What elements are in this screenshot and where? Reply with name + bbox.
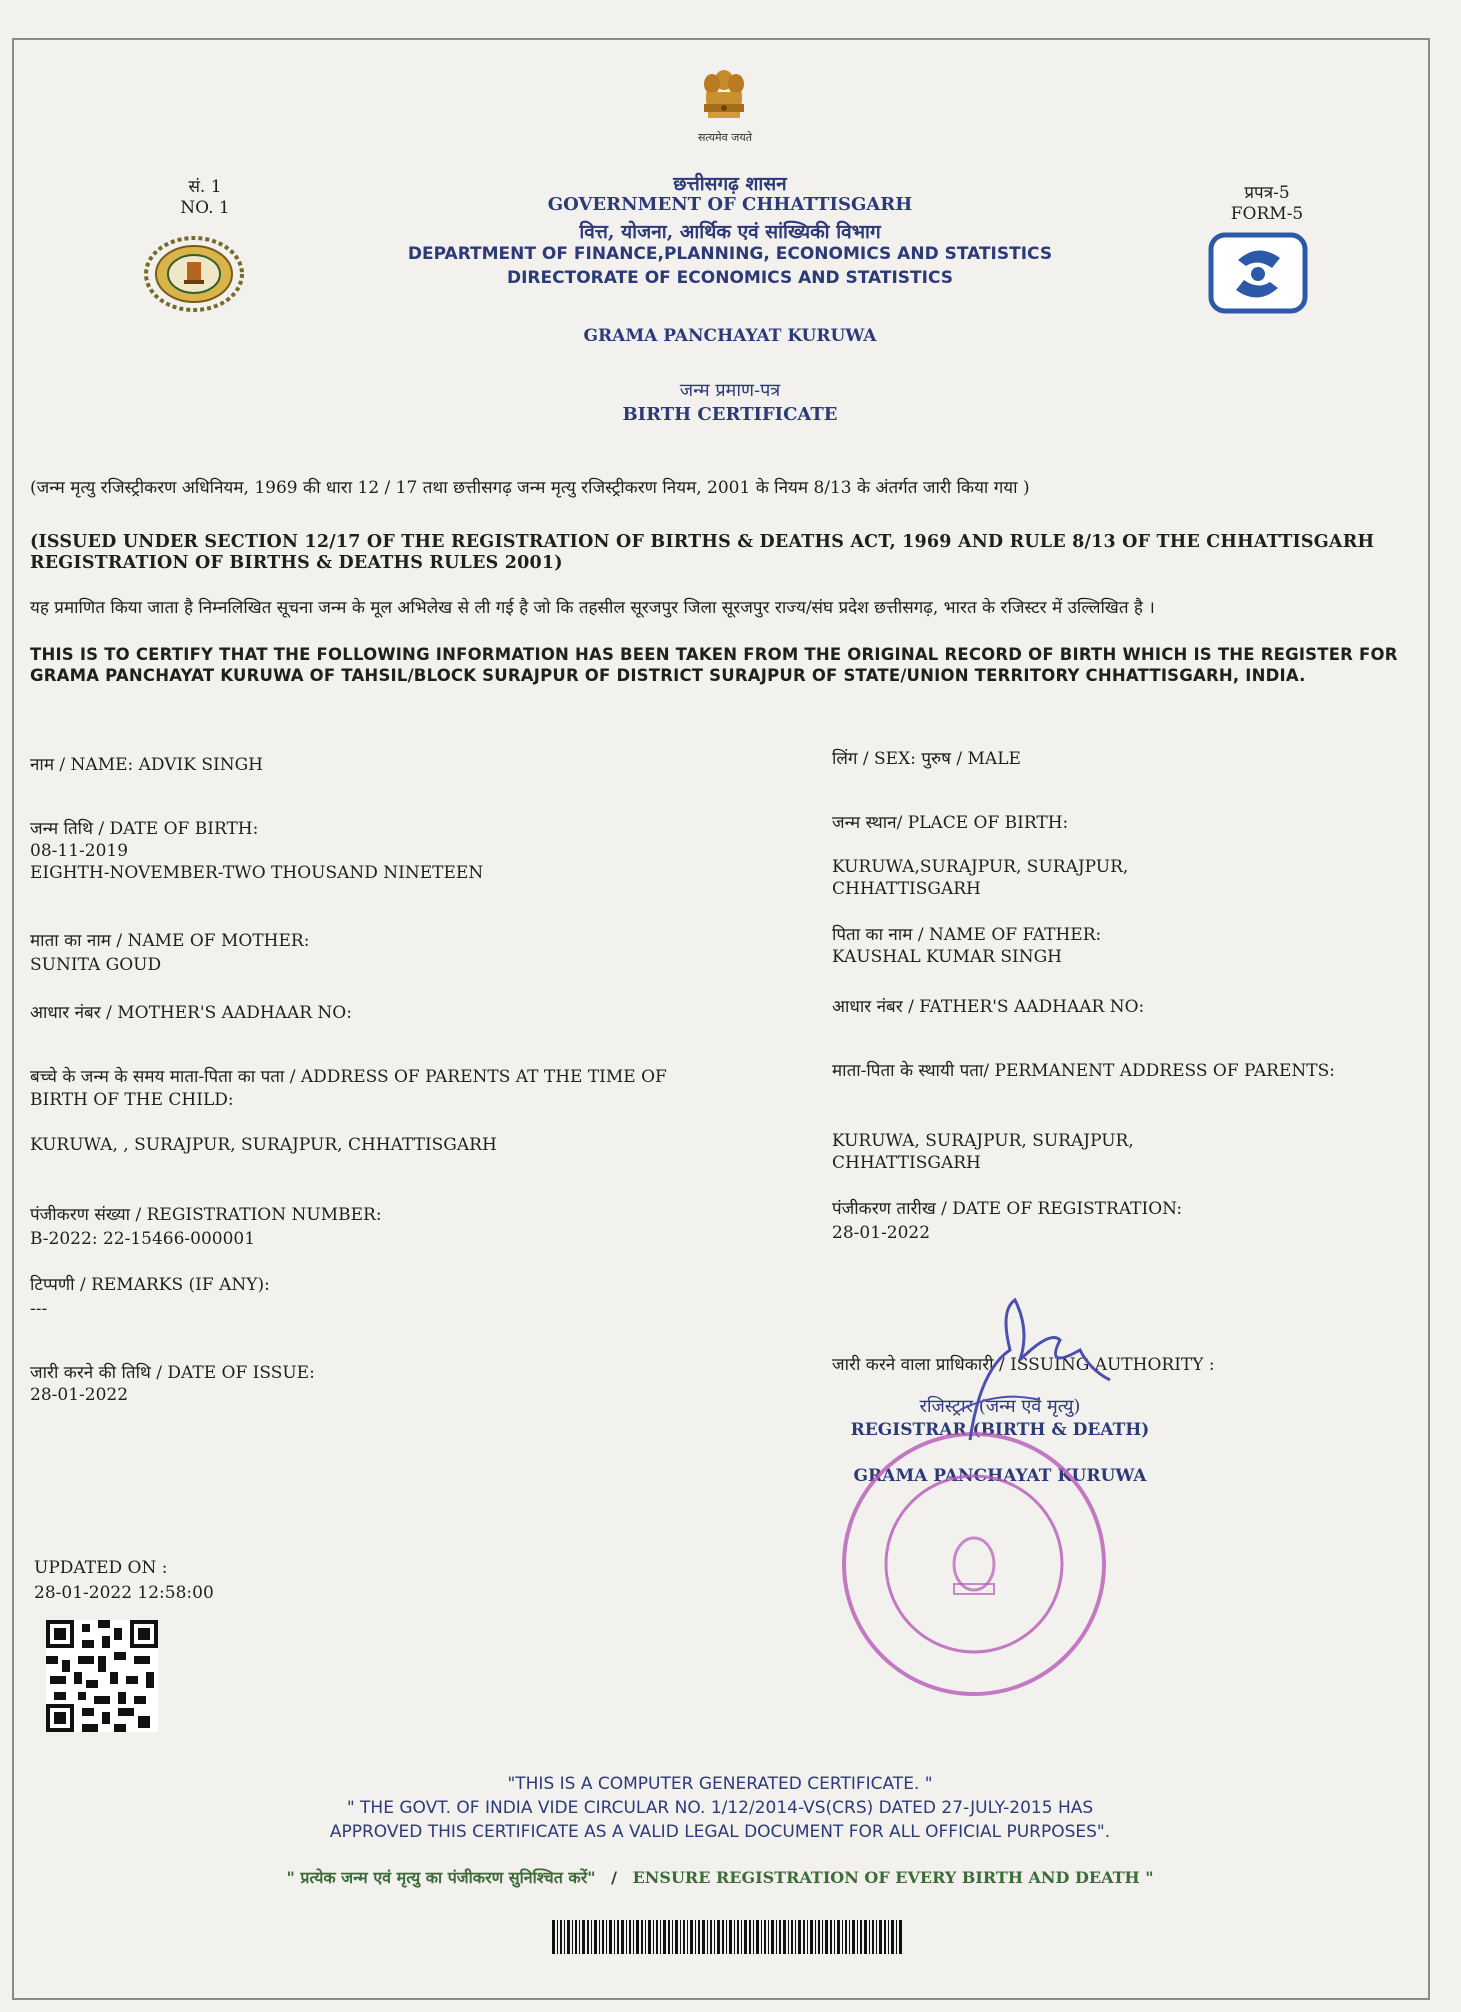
registrar-title: REGISTRAR (BIRTH & DEATH) xyxy=(850,1420,1150,1440)
registrar-panchayat: GRAMA PANCHAYAT KURUWA xyxy=(853,1466,1147,1486)
national-emblem-icon xyxy=(694,66,754,130)
official-seal-stamp xyxy=(834,1424,1114,1704)
sex-field xyxy=(832,746,1392,769)
certificate-title-hindi: जन्म प्रमाण-पत्र xyxy=(679,380,781,401)
qr-code xyxy=(46,1620,158,1732)
address-at-birth-label: बच्चे के जन्म के समय माता-पिता का पता / ADDRESS OF PARENTS AT THE TIME OF xyxy=(30,1067,667,1087)
serial-number: NO. 1 xyxy=(180,198,230,218)
issue-date-value: 28-01-2022 xyxy=(30,1385,129,1405)
mother-name-value: SUNITA GOUD xyxy=(30,955,162,975)
registration-number-label: पंजीकरण संख्या / REGISTRATION NUMBER: xyxy=(30,1205,382,1225)
remarks-value: --- xyxy=(30,1299,48,1319)
serial-number-hindi: सं. 1 xyxy=(188,177,222,197)
name-label: नाम / NAME: xyxy=(30,755,134,775)
dob-words: EIGHTH-NOVEMBER-TWO THOUSAND NINETEEN xyxy=(30,863,484,883)
mother-name-label: माता का नाम / NAME OF MOTHER: xyxy=(30,931,310,951)
form-number: FORM-5 xyxy=(1230,204,1304,224)
panchayat-title: GRAMA PANCHAYAT KURUWA xyxy=(583,326,877,346)
mother-aadhaar-label: आधार नंबर / MOTHER'S AADHAAR NO: xyxy=(30,1003,352,1023)
certificate-title: BIRTH CERTIFICATE xyxy=(622,404,838,425)
place-of-birth-line-2: CHHATTISGARH xyxy=(832,879,981,899)
issuing-authority-label: जारी करने वाला प्राधिकारी / ISSUING AUTHORITY : xyxy=(832,1355,1215,1375)
sex-label: लिंग / SEX: xyxy=(832,749,916,769)
directorate-title: DIRECTORATE OF ECONOMICS AND STATISTICS xyxy=(506,268,953,288)
footer-line-1: "THIS IS A COMPUTER GENERATED CERTIFICATE. " xyxy=(507,1774,933,1794)
updated-on-value: 28-01-2022 12:58:00 xyxy=(34,1583,214,1603)
slogan-hindi: " प्रत्येक जन्म एवं मृत्यु का पंजीकरण सुनिश्चित करें" xyxy=(286,1868,596,1887)
address-at-birth-value: KURUWA, , SURAJPUR, SURAJPUR, CHHATTISGARH xyxy=(30,1135,497,1155)
registrar-title-hindi: रजिस्ट्रार (जन्म एवं मृत्यु) xyxy=(919,1396,1081,1417)
place-of-birth-line-1: KURUWA,SURAJPUR, SURAJPUR, xyxy=(832,857,1129,877)
permanent-address-line-2: CHHATTISGARH xyxy=(832,1153,981,1173)
crs-logo-icon xyxy=(1208,232,1308,314)
emblem-motto: सत्यमेव जयते xyxy=(697,131,752,144)
father-aadhaar-label: आधार नंबर / FATHER'S AADHAAR NO: xyxy=(832,997,1145,1017)
department-title-hindi: वित्त, योजना, आर्थिक एवं सांख्यिकी विभाग xyxy=(579,221,881,243)
dob-value: 08-11-2019 xyxy=(30,841,129,861)
sex-value: पुरुष / MALE xyxy=(921,749,1021,769)
preamble-english: (ISSUED UNDER SECTION 12/17 OF THE REGISTRATION OF BIRTHS & DEATHS ACT, 1969 AND RULE 8/13 OF THE CHHATTISGARH REGISTRATION OF BIRTHS & DEATHS RULES 2001) xyxy=(30,532,1375,573)
registration-number-value: B-2022: 22-15466-000001 xyxy=(30,1229,256,1249)
form-number-hindi: प्रपत्र-5 xyxy=(1244,183,1290,203)
footer-line-2: " THE GOVT. OF INDIA VIDE CIRCULAR NO. 1/12/2014-VS(CRS) DATED 27-JULY-2015 HAS xyxy=(346,1798,1094,1818)
government-title: GOVERNMENT OF CHHATTISGARH xyxy=(547,194,913,215)
place-of-birth-label: जन्म स्थान/ PLACE OF BIRTH: xyxy=(832,813,1069,833)
dob-label: जन्म तिथि / DATE OF BIRTH: xyxy=(30,819,259,839)
government-title-hindi: छत्तीसगढ़ शासन xyxy=(673,173,787,195)
registration-date-value: 28-01-2022 xyxy=(832,1223,931,1243)
chhattisgarh-logo-icon xyxy=(142,234,246,314)
registrar-signature xyxy=(940,1290,1120,1450)
issue-date-label: जारी करने की तिथि / DATE OF ISSUE: xyxy=(30,1363,315,1383)
permanent-address-label: माता-पिता के स्थायी पता/ PERMANENT ADDRESS OF PARENTS: xyxy=(832,1061,1335,1081)
father-name-value: KAUSHAL KUMAR SINGH xyxy=(832,947,1063,967)
name-value: ADVIK SINGH xyxy=(138,755,264,775)
footer-line-3: APPROVED THIS CERTIFICATE AS A VALID LEGAL DOCUMENT FOR ALL OFFICIAL PURPOSES". xyxy=(329,1822,1111,1842)
slogan-english: ENSURE REGISTRATION OF EVERY BIRTH AND DEATH " xyxy=(632,1868,1154,1887)
slogan xyxy=(180,1866,1260,1888)
registration-date-label: पंजीकरण तारीख / DATE OF REGISTRATION: xyxy=(832,1199,1183,1219)
remarks-label: टिप्पणी / REMARKS (IF ANY): xyxy=(30,1275,270,1295)
preamble-hindi: (जन्म मृत्यु रजिस्ट्रीकरण अधिनियम, 1969 की धारा 12 / 17 तथा छत्तीसगढ़ जन्म मृत्यु रजिस्ट्रीकरण नियम, 2001 के नियम 8/13 के अंतर्गत जारी किया गया ) xyxy=(30,478,1030,498)
father-name-label: पिता का नाम / NAME OF FATHER: xyxy=(832,925,1102,945)
barcode xyxy=(552,1920,902,1954)
certify-text-hindi: यह प्रमाणित किया जाता है निम्नलिखित सूचना जन्म के मूल अभिलेख से ली गई है जो कि तहसील सूरजपुर जिला सूरजपुर राज्य/संघ प्रदेश छत्तीसगढ़, भारत के रजिस्टर में उल्लिखित है । xyxy=(30,598,1155,618)
permanent-address-line-1: KURUWA, SURAJPUR, SURAJPUR, xyxy=(832,1131,1134,1151)
updated-on-label: UPDATED ON : xyxy=(34,1558,168,1578)
address-at-birth-label-2: BIRTH OF THE CHILD: xyxy=(30,1090,234,1110)
department-title: DEPARTMENT OF FINANCE,PLANNING, ECONOMICS AND STATISTICS xyxy=(407,244,1053,264)
name-field xyxy=(30,752,630,775)
certify-text-english: THIS IS TO CERTIFY THAT THE FOLLOWING INFORMATION HAS BEEN TAKEN FROM THE ORIGINAL RECORD OF BIRTH WHICH IS THE REGISTER FOR GRAMA PANCHAYAT KURUWA OF TAHSIL/BLOCK SURAJPUR OF DISTRICT SURAJPUR OF STATE/UNION TERRITORY CHHATTISGARH, INDIA. xyxy=(30,645,1398,685)
slogan-separator: / xyxy=(611,1868,617,1887)
